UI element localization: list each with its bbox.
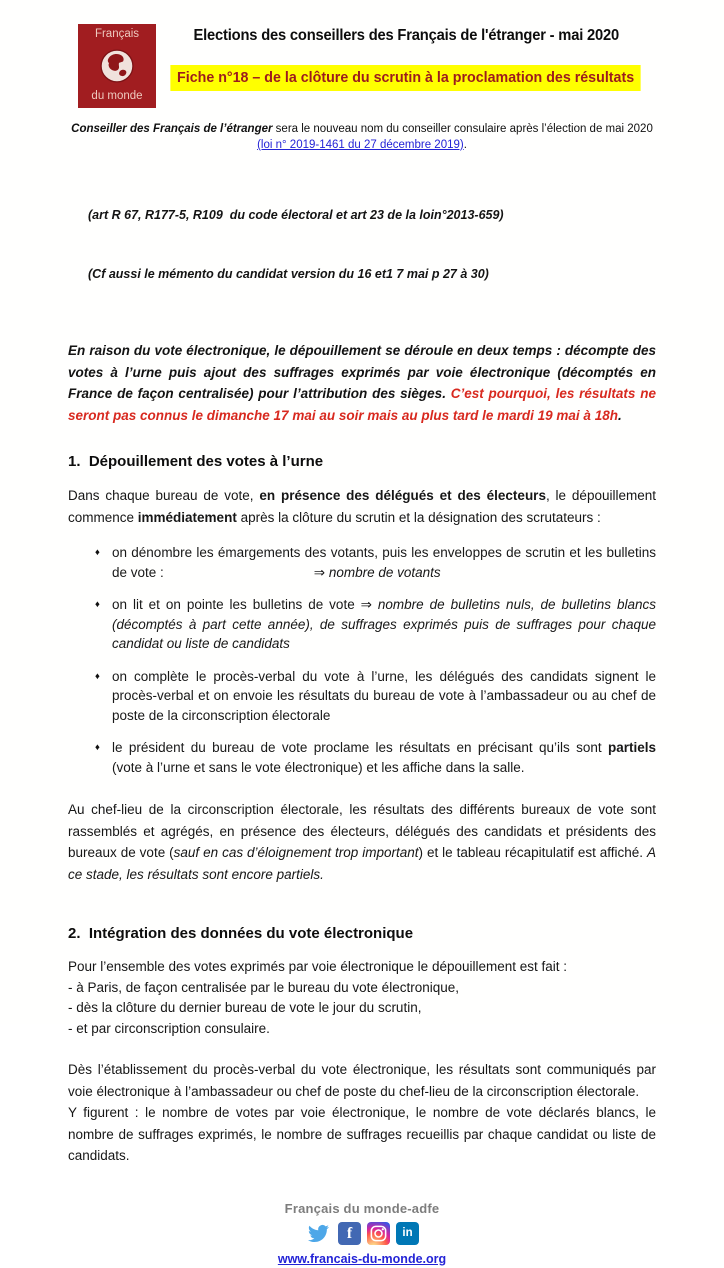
linkedin-icon[interactable] (396, 1222, 419, 1245)
section2-intro-paragraph (68, 957, 656, 1039)
website-link[interactable]: www.francais-du-monde.org (277, 1251, 447, 1266)
linkedin-letters: in (402, 1227, 413, 1239)
aggregation-italic-2: A ce stade, les résultats sont encore partiels. (68, 845, 657, 882)
bullet-item-3 (95, 667, 656, 726)
section1-heading: 1. Dépouillement des votes à l’urne (68, 453, 324, 470)
footer (0, 1201, 724, 1268)
instagram-icon[interactable] (367, 1222, 390, 1245)
bullet-4-text-2: (vote à l’urne et sans le vote électronique) et les affiche dans la salle. (112, 759, 525, 775)
bullet-1-arrow-note: ⇒ nombre de votants (313, 564, 441, 580)
bullet-2-content (112, 595, 656, 654)
diamond-bullet-icon: ♦ (95, 670, 100, 682)
lead-paragraph (68, 340, 656, 426)
facebook-icon[interactable] (338, 1222, 361, 1245)
electronic-results-text-1: Dès l’établissement du procès-verbal du vote électronique, les résultats sont communiqués par voie électronique à l’ambassadeur ou chef de poste du chef-lieu de la circonscription électorale. (68, 1062, 656, 1099)
electronic-results-paragraph (68, 1059, 656, 1167)
law-link[interactable]: (loi n° 2019-1461 du 27 décembre 2019) (257, 139, 464, 151)
intro-note-term: Conseiller des Français de l’étranger (71, 123, 273, 135)
bullet-4-text-1: le président du bureau de vote proclame les résultats en précisant qu’ils sont (112, 740, 608, 755)
aggregation-paragraph (68, 799, 656, 885)
law-link-suffix: . (463, 139, 467, 151)
aggregation-italic-1: sauf en cas d’éloignement trop important (173, 845, 419, 860)
footer-brand: Français du monde-adfe (284, 1200, 440, 1216)
bullet-2-arrow-note: nombre de bulletins nuls, de bulletins blancs (décomptés à part cette année), de suffrages exprimés puis de suffrages pour chaque candidat ou liste de candidats (112, 597, 656, 651)
header-titles (156, 24, 656, 91)
intro-note (68, 121, 656, 153)
social-icons-row (0, 1221, 724, 1246)
bullet-1-content (112, 543, 656, 582)
subtitle-row (156, 65, 656, 91)
page-title: Elections des conseillers des Français de l'étranger - mai 2020 (193, 27, 619, 44)
facebook-letter: f (346, 1224, 353, 1242)
s2-dash-item-1: - à Paris, de façon centralisée par le bureau du vote électronique, (68, 979, 459, 995)
bullet-2-text: on lit et on pointe les bulletins de vote ⇒ (112, 597, 378, 612)
diamond-bullet-icon: ♦ (95, 547, 100, 558)
s1-intro-bold-1: en présence des délégués et des électeurs (259, 488, 546, 503)
legal-references (88, 167, 656, 323)
s1-intro-3: après la clôture du scrutin et la désignation des scrutateurs : (236, 509, 601, 525)
fiche-subtitle: Fiche n°18 – de la clôture du scrutin à la proclamation des résultats (171, 65, 641, 91)
twitter-icon[interactable] (305, 1222, 332, 1245)
bullet-1-spacer (164, 576, 314, 577)
title-row (156, 27, 656, 45)
bullet-list (68, 543, 656, 777)
diamond-bullet-icon: ♦ (95, 742, 100, 753)
logo-text-bottom: du monde (91, 90, 143, 102)
francais-du-monde-logo (78, 24, 156, 108)
bullet-4-bold: partiels (607, 740, 656, 755)
document-body (0, 121, 724, 1167)
section2-heading: 2. Intégration des données du vote électronique (68, 925, 414, 942)
bullet-3-content: on complète le procès-verbal du vote à l’urne, les délégués des candidats signent le procès-verbal et on envoie les résultats du bureau de vote à l’ambassadeur ou au chef de poste de la circonscription électorale (112, 668, 656, 723)
lead-period: . (617, 407, 622, 423)
lead-text: En raison du vote électronique, le dépouillement se déroule en deux temps : décompte des votes à l’urne puis ajout des suffrages exprimés par voie électronique (décomptés en France de façon centralisée) pour l’attribution des sièges. (68, 343, 656, 401)
section1-intro-paragraph (68, 485, 656, 528)
electronic-results-text-2: Y figurent : le nombre de votes par voie électronique, le nombre de vote déclarés blancs, le nombre de suffrages exprimés, le nombre de suffrages recueillis par chaque candidat ou liste de candidats. (68, 1105, 656, 1163)
bullet-item-4 (95, 738, 656, 777)
header (0, 0, 724, 108)
s2-intro-line: Pour l’ensemble des votes exprimés par voie électronique le dépouillement est fait : (68, 959, 568, 974)
legal-ref-line-1: (art R 67, R177-5, R109 du code électoral et art 23 de la loin°2013-659) (88, 208, 504, 222)
s1-intro-1: Dans chaque bureau de vote, (68, 488, 260, 503)
legal-ref-line-2: (Cf aussi le mémento du candidat version du 16 et1 7 mai p 27 à 30) (88, 266, 489, 281)
s1-intro-2: , le dépouillement commence (68, 488, 656, 525)
s2-dash-item-3: - et par circonscription consulaire. (68, 1020, 270, 1036)
bullet-4-content (112, 738, 656, 777)
intro-note-rest: sera le nouveau nom du conseiller consulaire après l’élection de mai 2020 (272, 123, 653, 135)
globe-icon (97, 46, 137, 86)
bullet-item-2 (95, 595, 656, 654)
bullet-item-1 (95, 543, 656, 582)
logo-text-top: Français (94, 28, 140, 40)
aggregation-2: ) et le tableau récapitulatif est affiché. (418, 845, 647, 860)
s2-dash-item-2: - dès la clôture du dernier bureau de vote le jour du scrutin, (68, 1000, 422, 1015)
aggregation-1: Au chef-lieu de la circonscription électorale, les résultats des différents bureaux de vote sont rassemblés et agrégés, en présence des électeurs, délégués des candidats et présidents des bureaux de vote ( (68, 802, 656, 860)
lead-warning-red: C’est pourquoi, les résultats ne seront pas connus le dimanche 17 mai au soir mais au plus tard le mardi 19 mai à 18h (68, 386, 656, 423)
s1-intro-bold-2: immédiatement (137, 509, 237, 525)
bullet-1-text: on dénombre les émargements des votants, puis les enveloppes de scrutin et les bulletins de vote : (112, 545, 656, 580)
diamond-bullet-icon: ♦ (95, 599, 100, 610)
